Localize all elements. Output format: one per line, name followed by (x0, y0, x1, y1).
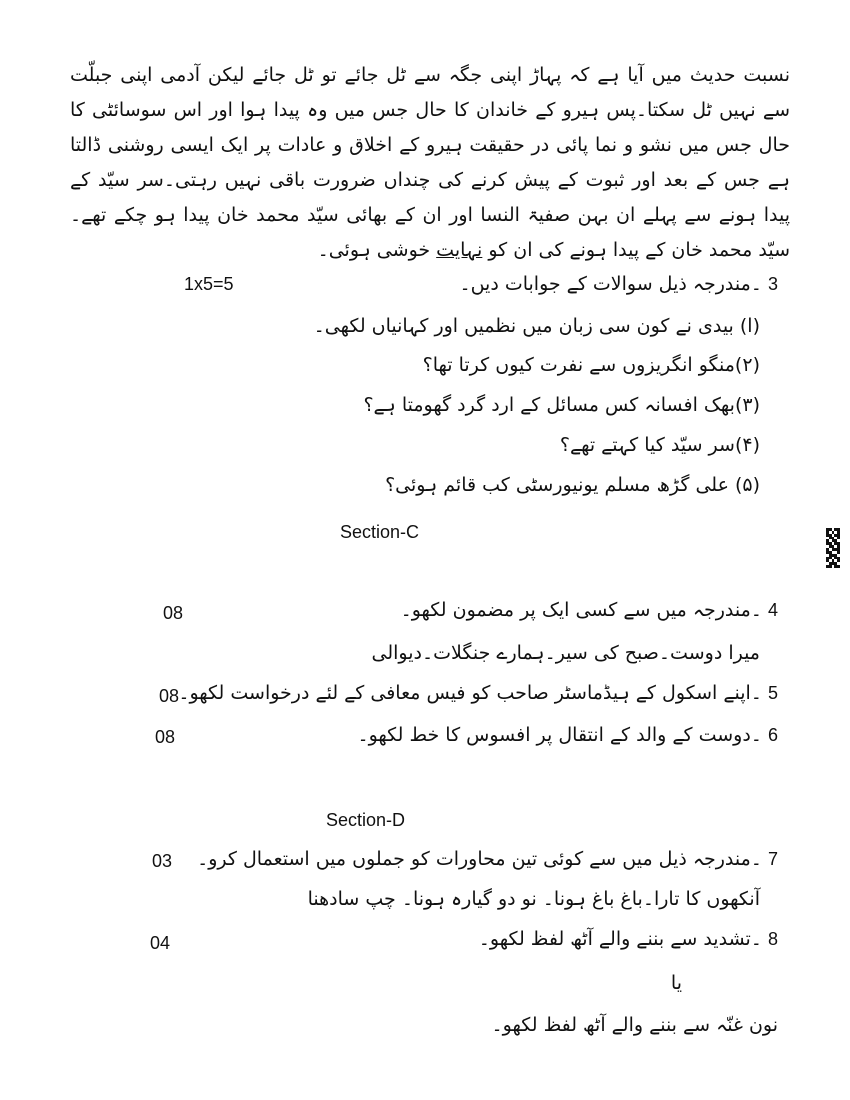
section-d-title: Section-D (326, 810, 406, 830)
q4-marks: 08 (163, 603, 184, 623)
q4-number: 4 (767, 600, 778, 620)
q8-alt: نون غنّہ سے بننے والے آٹھ لفظ لکھو۔ (491, 1014, 778, 1036)
q7-number: 7 (767, 849, 778, 869)
q4-text: ۔مندرجہ میں سے کسی ایک پر مضمون لکھو۔ (400, 599, 762, 621)
q3-item-4: (۴)سر سیّد کیا کہتے تھے؟ (559, 434, 760, 456)
q8-text: ۔تشدید سے بننے والے آٹھ لفظ لکھو۔ (478, 928, 762, 950)
q3-item-3: (۳)بھک افسانہ کس مسائل کے ارد گرد گھومتا ہے؟ (363, 394, 760, 416)
q6-text: ۔دوست کے والد کے انتقال پر افسوس کا خط لکھو۔ (357, 724, 762, 746)
q8-marks: 04 (150, 933, 171, 953)
q5-number: 5 (767, 683, 778, 703)
q5-heading (178, 682, 778, 705)
q7-marks: 03 (152, 851, 173, 871)
q8-heading (479, 928, 778, 951)
q3-text: ۔مندرجہ ذیل سوالات کے جوابات دیں۔ (459, 273, 762, 295)
q4-heading (401, 599, 778, 622)
q7-options: آنکھوں کا تارا۔باغ باغ ہونا۔ نو دو گیارہ ہونا۔ چپ سادھنا (307, 888, 760, 910)
q8-number: 8 (767, 929, 778, 949)
q5-text: ۔اپنے اسکول کے ہیڈماسٹر صاحب کو فیس معافی کے لئے درخواست لکھو۔ (178, 682, 762, 704)
q4-options: میرا دوست۔صبح کی سیر۔ہمارے جنگلات۔دیوالی (371, 642, 760, 664)
paragraph-text: نسبت حدیث میں آیا ہے کہ پہاڑ اپنی جگہ سے ٹل جائے تو ٹل جائے لیکن آدمی اپنی جبلّت سے نہیں ٹل سکتا۔پس ہیرو کے خاندان کا حال جس میں وہ پیدا ہوا اور اس سوسائٹی کا حال جس میں نشو و نما پائی در حقیقت ہیرو کے اخلاق و عادات پر ایک ایسی روشنی ڈالتا ہے جس کے بعد اور ثبوت کے پیش کرنے کی چنداں ضرورت باقی نہیں رہتی۔سر سیّد کے پیدا ہونے سے پہلے ان بہن صفیۃ النسا اور ان کے بھائی سیّد محمد خان پیدا ہو چکے تھے۔سیّد محمد خان کے پیدا ہونے کی ان کو (70, 64, 790, 261)
q7-heading (197, 848, 778, 871)
paragraph-end: خوشی ہوئی۔ (317, 239, 437, 261)
q6-marks: 08 (155, 727, 176, 747)
q3-number: 3 (767, 274, 778, 294)
q6-heading (357, 724, 778, 747)
q5-marks: 08 (159, 686, 180, 706)
section-c-title: Section-C (340, 522, 420, 542)
q3-item-5: (۵) علی گڑھ مسلم یونیورسٹی کب قائم ہوئی؟ (385, 474, 760, 496)
qr-code-icon (826, 528, 840, 568)
q6-number: 6 (767, 725, 778, 745)
q3-item-2: (۲)منگو انگریزوں سے نفرت کیوں کرتا تھا؟ (422, 354, 760, 376)
underlined-word: نہایت (436, 239, 483, 261)
q3-item-1: (ا) بیدی نے کون سی زبان میں نظمیں اور کہانیاں لکھی۔ (313, 315, 760, 337)
q7-text: ۔مندرجہ ذیل میں سے کوئی تین محاورات کو جملوں میں استعمال کرو۔ (197, 848, 762, 870)
q8-or: یا (670, 972, 682, 994)
q3-heading (459, 273, 778, 296)
intro-paragraph (70, 58, 790, 268)
q3-marks: 1x5=5 (184, 274, 234, 294)
